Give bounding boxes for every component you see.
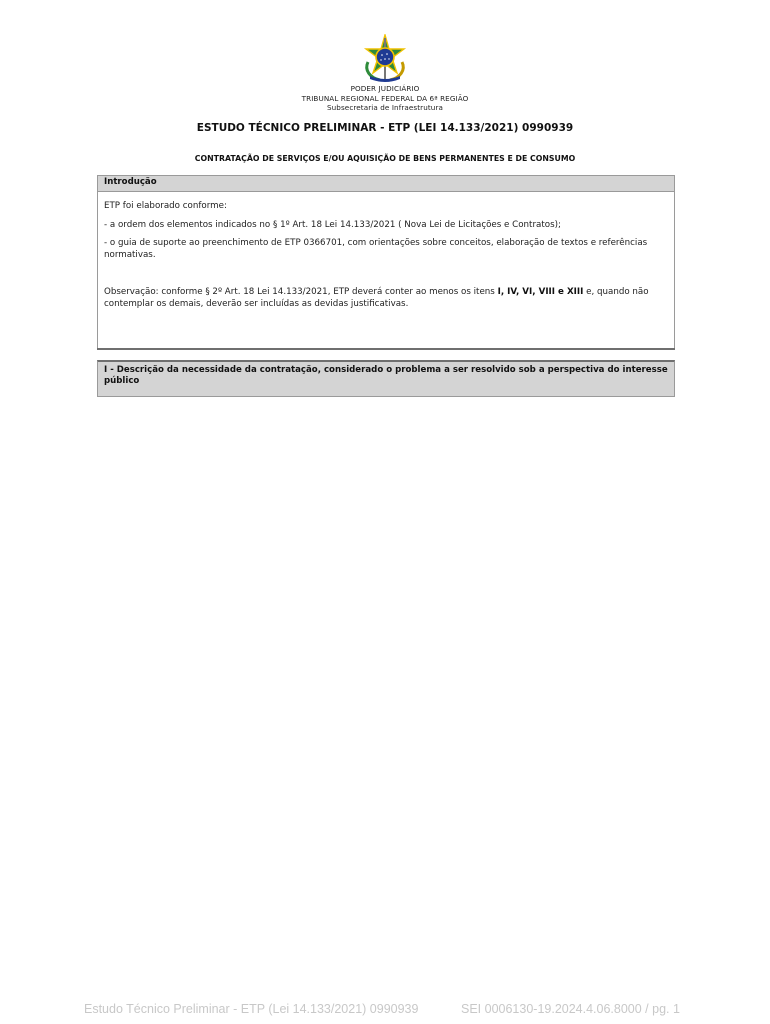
observacao-suffix: e, quando não contemplar os demais, deverão ser incluídas as devidas justificativas. <box>104 287 649 309</box>
coat-of-arms-emblem <box>360 34 410 84</box>
header-line-poder: PODER JUDICIÁRIO <box>350 84 420 93</box>
footer-sei-page: SEI 0006130-19.2024.4.06.8000 / pg. 1 <box>461 1002 680 1016</box>
observacao-prefix: Observação: conforme § 2º Art. 18 Lei 14.133/2021, ETP deverá conter ao menos os itens <box>104 287 498 297</box>
header-line-tribunal: TRIBUNAL REGIONAL FEDERAL DA 6ª REGIÃO <box>301 93 469 103</box>
intro-paragraph-3: - o guia de suporte ao preenchimento de ETP 0366701, com orientações sobre conceitos, elaboração de textos e referências normativas. <box>104 238 648 260</box>
introducao-heading: Introdução <box>98 176 674 192</box>
document-subtitle: CONTRATAÇÃO DE SERVIÇOS E/OU AQUISIÇÃO DE BENS PERMANENTES E DE CONSUMO <box>194 154 576 163</box>
secao-1-heading: I - Descrição da necessidade da contratação, considerado o problema a ser resolvido sob a perspectiva do interesse público <box>104 365 668 386</box>
intro-paragraph-2: - a ordem dos elementos indicados no § 1º Art. 18 Lei 14.133/2021 ( Nova Lei de Licitações e Contratos); <box>104 219 561 230</box>
document-title: ESTUDO TÉCNICO PRELIMINAR - ETP (LEI 14.133/2021) 0990939 <box>196 122 574 134</box>
header-line-subsecretaria: Subsecretaria de Infraestrutura <box>326 103 444 112</box>
institution-header <box>0 84 770 113</box>
introducao-body <box>98 192 674 310</box>
footer-document-name: Estudo Técnico Preliminar - ETP (Lei 14.133/2021) 0990939 <box>84 1002 419 1016</box>
observacao-paragraph <box>104 287 668 310</box>
observacao-itens: I, IV, VI, VIII e XIII <box>497 287 584 297</box>
introducao-section <box>97 175 675 349</box>
section-divider <box>97 348 675 350</box>
intro-paragraph-1: ETP foi elaborado conforme: <box>104 201 227 211</box>
secao-1-section <box>97 360 675 397</box>
